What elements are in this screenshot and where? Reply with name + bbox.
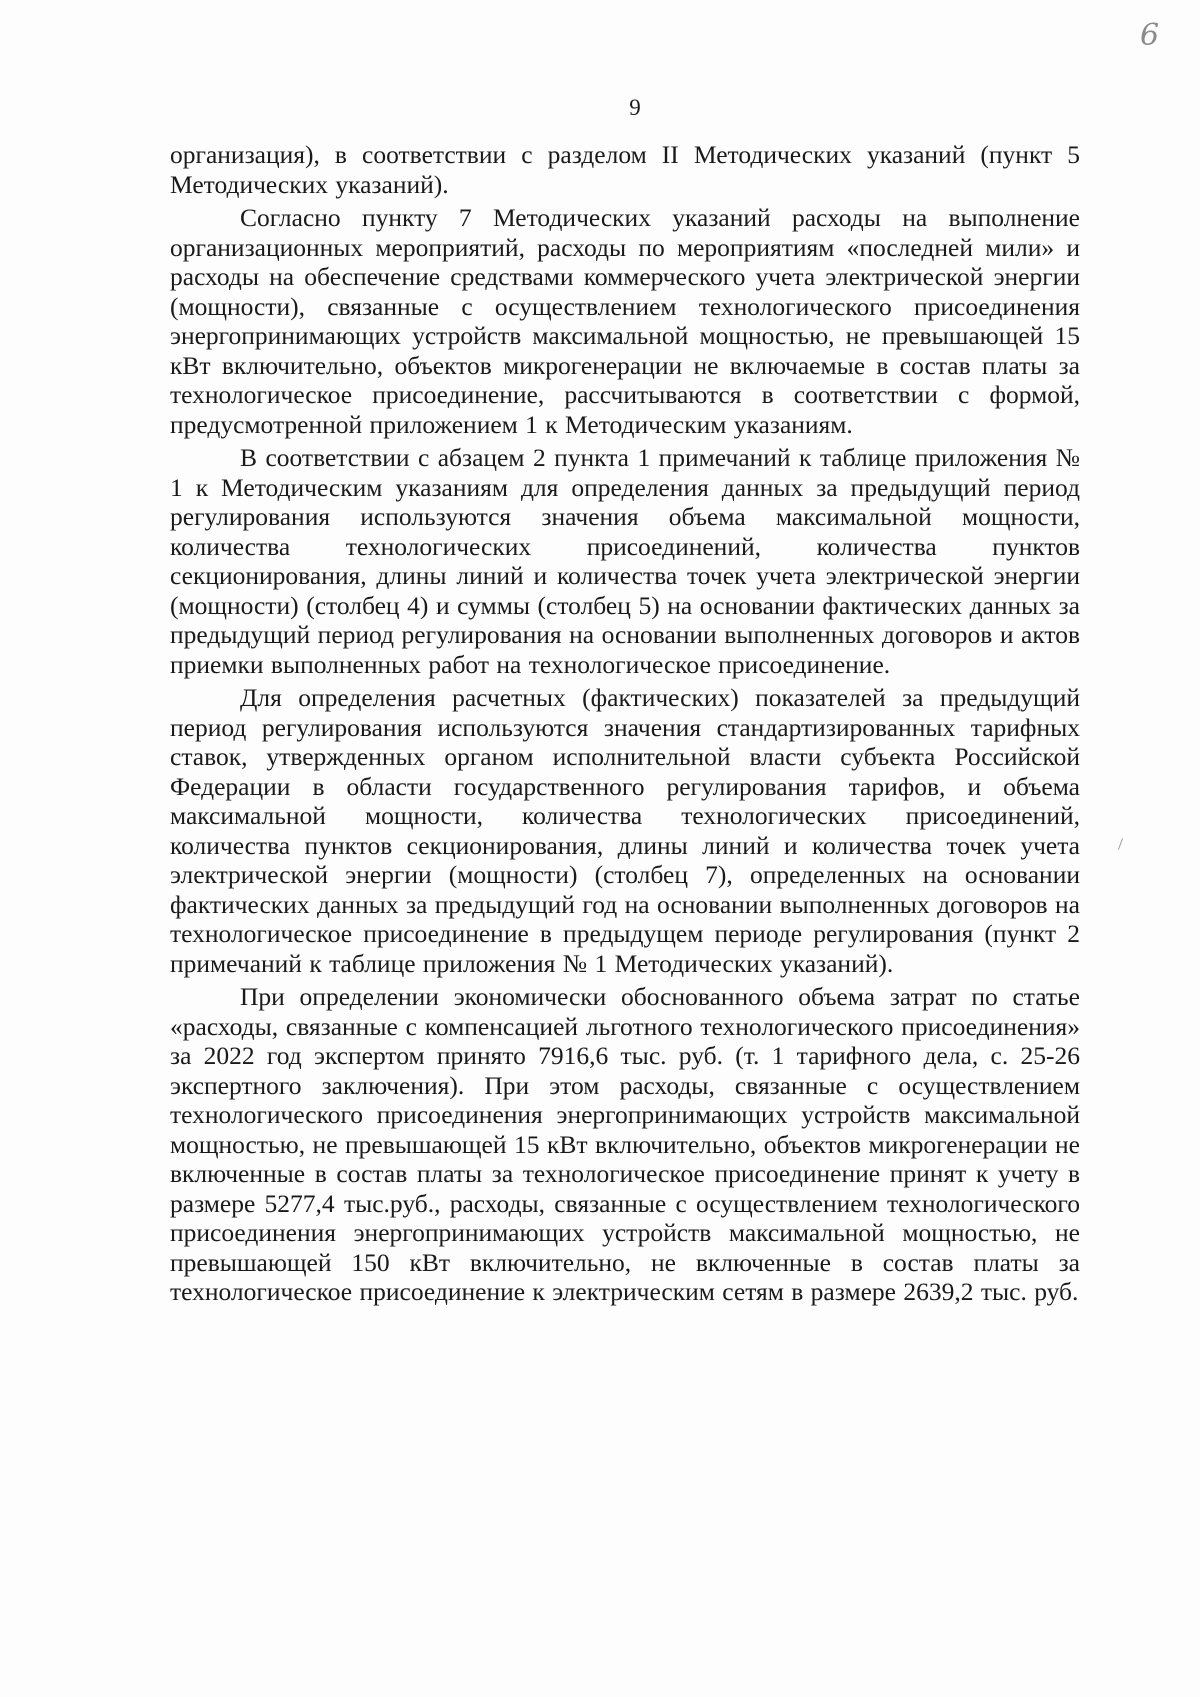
paragraph-2: Согласно пункту 7 Методических указаний расходы на выполнение организационных мероприятий, расходы по мероприятиям «последней мили» и расходы на обеспечение средствами коммерческого учета электрической энергии (мощности), связанные с осуществлением технологического присоединения энергопринимающих устройств максимальной мощностью, не превышающей 15 кВт включительно, объектов микрогенерации не включаемые в состав платы за технологическое присоединение, рассчитываются в соответствии с формой, предусмотренной приложением 1 к Методическим указаниям. [170,203,1080,439]
paragraph-3: В соответствии с абзацем 2 пункта 1 примечаний к таблице приложения № 1 к Методическим указаниям для определения данных за предыдущий период регулирования используются значения объема максимальной мощности, количества технологических присоединений, количества пунктов секционирования, длины линий и количества точек учета электрической энергии (мощности) (столбец 4) и суммы (столбец 5) на основании фактических данных за предыдущий период регулирования на основании выполненных договоров и актов приемки выполненных работ на технологическое присоединение. [170,443,1080,679]
page-number: 9 [629,95,641,120]
paragraph-1: организация), в соответствии с разделом II Методических указаний (пункт 5 Методических указаний). [170,140,1080,199]
margin-pencil-mark [1118,838,1123,850]
paragraph-5: При определении экономически обоснованного объема затрат по статье «расходы, связанные с компенсацией льготного технологического присоединения» за 2022 год экспертом принято 7916,6 тыс. руб. (т. 1 тарифного дела, с. 25-26 экспертного заключения). При этом расходы, связанные с осуществлением технологического присоединения энергопринимающих устройств максимальной мощностью, не превышающей 15 кВт включительно, объектов микрогенерации не включенные в состав платы за технологическое присоединение принят к учету в размере 5277,4 тыс.руб., расходы, связанные с осуществлением технологического присоединения энергопринимающих устройств максимальной мощностью, не превышающей 150 кВт включительно, не включенные в состав платы за технологическое присоединение к электрическим сетям в размере 2639,2 тыс. руб. [170,982,1080,1306]
paragraph-4: Для определения расчетных (фактических) показателей за предыдущий период регулирования используются значения стандартизированных тарифных ставок, утвержденных органом исполнительной власти субъекта Российской Федерации в области государственного регулирования тарифов, и объема максимальной мощности, количества технологических присоединений, количества пунктов секционирования, длины линий и количества точек учета электрической энергии (мощности) (столбец 7), определенных на основании фактических данных за предыдущий год на основании выполненных договоров на технологическое присоединение в предыдущем периоде регулирования (пункт 2 примечаний к таблице приложения № 1 Методических указаний). [170,683,1080,978]
handwritten-page-mark: 6 [1140,18,1160,53]
document-body [170,140,1080,1311]
